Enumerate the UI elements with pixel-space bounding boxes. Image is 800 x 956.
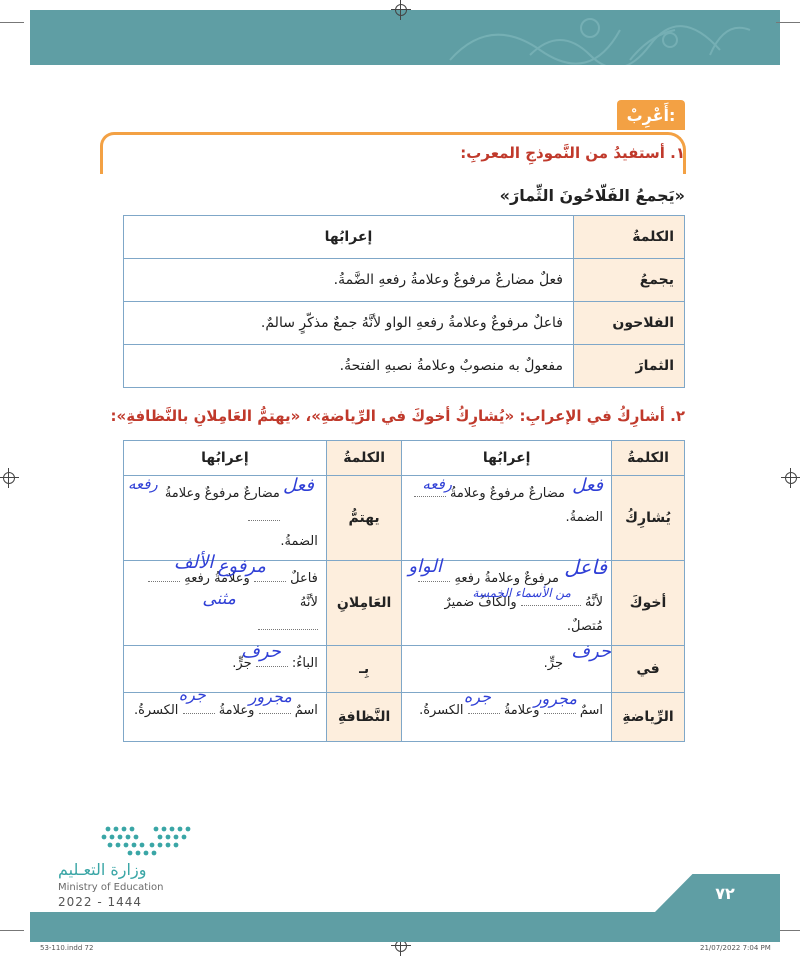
- answer-cell: [124, 476, 327, 561]
- printed-text: الكسرةُ.: [419, 703, 464, 718]
- printed-text: الكسرةُ.: [133, 703, 179, 718]
- print-file-name: 53-110.indd 72: [40, 944, 94, 952]
- table-row: [124, 476, 685, 561]
- printed-text: وعلامةُ رفعهِ: [184, 571, 250, 586]
- crop-mark: [0, 930, 24, 931]
- word-cell: يجمعُ: [574, 259, 685, 302]
- model-sentence: «يَجمعُ الفَلّاحُونَ الثِّمارَ»: [499, 186, 685, 205]
- printed-text: مضارعٌ مرفوعٌ وعلامةُ: [164, 486, 280, 501]
- footer-band: [30, 912, 780, 942]
- blank-line: [248, 508, 280, 521]
- ministry-name-arabic: وزارة التعـليم: [58, 860, 147, 879]
- handwritten-answer: الواو: [408, 556, 442, 577]
- registration-mark-icon: [785, 472, 797, 484]
- answer-cell: [124, 641, 327, 693]
- header-word-left: الكلمةُ: [326, 441, 401, 476]
- printed-text: فاعلٌ: [290, 571, 318, 586]
- page-number: ٧٢: [715, 884, 735, 903]
- word-cell: يهتمُّ: [326, 476, 401, 561]
- table-header-row: [124, 441, 685, 476]
- word-cell: الفلاحون: [574, 302, 685, 345]
- word-cell: في: [612, 646, 685, 693]
- handwritten-answer: فعل: [282, 475, 314, 496]
- header-analysis-right: إعرابُها: [402, 441, 612, 476]
- printed-text: مضارعٌ مرفوعٌ وعلامةُ: [449, 486, 565, 501]
- handwritten-answer: رفعه: [422, 475, 453, 493]
- ministry-year: 2022 - 1444: [58, 895, 143, 909]
- handwritten-answer: مجرور: [533, 689, 577, 708]
- printed-text: وعلامةُ: [503, 703, 540, 718]
- header-analysis-left: إعرابُها: [124, 441, 327, 476]
- ministry-logo-icon: [100, 823, 195, 859]
- printed-text: والكافُ ضميرٌ مُتصلٌ.: [444, 595, 603, 634]
- word-cell: بِـ: [326, 646, 401, 693]
- printed-text: جرٍّ.: [543, 656, 563, 671]
- handwritten-answer: جره: [463, 687, 491, 706]
- table-header-row: [124, 216, 685, 259]
- print-timestamp: 21/07/2022 7:04 PM: [700, 944, 771, 952]
- answer-cell: [402, 476, 612, 561]
- answer-cell: [402, 641, 612, 693]
- exercise-parsing-table: [123, 440, 685, 742]
- analysis-cell: مفعولٌ به منصوبٌ وعلامةُ نصبهِ الفتحةُ.: [124, 345, 574, 388]
- header-word-right: الكلمةُ: [612, 441, 685, 476]
- table-row: [124, 561, 685, 646]
- printed-text: الباءُ:: [291, 656, 318, 671]
- section-badge: أَعْرِبْ:: [617, 100, 685, 130]
- analysis-cell: فعلٌ مضارعٌ مرفوعٌ وعلامةُ رفعهِ الضَّمةُ.: [124, 259, 574, 302]
- word-cell: النَّظافةِ: [326, 693, 401, 742]
- question-2-heading: ٢. أشارِكُ في الإعرابِ: «يُشارِكُ أخوكَ في الرِّياضةِ»، «يهتمُّ العَامِلانِ بالنَّظافةِ»:: [110, 407, 685, 425]
- word-cell: الرِّياضةِ: [612, 693, 685, 742]
- handwritten-answer: جره: [178, 685, 206, 704]
- handwritten-answer: من الأسماء الخمسة: [472, 586, 571, 600]
- blank-line: [258, 617, 318, 630]
- handwritten-answer: رفعه: [128, 475, 158, 493]
- handwritten-answer: حرف: [241, 641, 281, 662]
- printed-text: وعلامةُ: [218, 703, 255, 718]
- header-word: الكلمةُ: [574, 216, 685, 259]
- ministry-name-english: Ministry of Education: [58, 882, 164, 893]
- printed-text: لأنَّهُ: [584, 595, 603, 610]
- handwritten-answer: مجرور: [248, 687, 292, 706]
- handwritten-answer: مثنى: [202, 589, 236, 609]
- printed-text: لأنَّهُ: [299, 595, 318, 610]
- table-row: [124, 646, 685, 693]
- handwritten-answer: فعل: [572, 475, 603, 496]
- crop-mark: [776, 22, 800, 23]
- question-1-heading: ١. أستفيدُ من النَّموذجِ المعربِ:: [460, 144, 685, 162]
- printed-text: اسمٌ: [579, 703, 603, 718]
- crop-mark: [0, 22, 24, 23]
- table-row: [124, 302, 685, 345]
- table-row: [124, 693, 685, 742]
- printed-text: الضمةُ.: [565, 510, 603, 525]
- analysis-cell: فاعلٌ مرفوعٌ وعلامةُ رفعهِ الواو لأنَّهُ جمعٌ مذكّرٍ سالمٌ.: [124, 302, 574, 345]
- header-analysis: إعرابُها: [124, 216, 574, 259]
- word-cell: العَامِلانِ: [326, 561, 401, 646]
- answer-cell: [124, 552, 327, 646]
- word-cell: يُشارِكُ: [612, 476, 685, 561]
- handwritten-answer: فاعل: [564, 555, 607, 579]
- header-calligraphy-decoration: [30, 10, 780, 65]
- printed-text: مرفوعٌ وعلامةُ رفعهِ: [454, 571, 559, 586]
- handwritten-answer: مرفوع: [217, 556, 266, 577]
- answer-cell: [124, 685, 327, 742]
- printed-text: الضمةُ.: [280, 534, 318, 549]
- word-cell: الثمارَ: [574, 345, 685, 388]
- printed-text: اسمٌ: [294, 703, 318, 718]
- model-parsing-table: [123, 215, 685, 388]
- handwritten-answer: الألف: [174, 552, 214, 573]
- registration-mark-icon: [395, 4, 407, 16]
- registration-mark-icon: [3, 472, 15, 484]
- answer-cell: [402, 555, 612, 646]
- printed-text: جرٍّ.: [232, 656, 252, 671]
- word-cell: أخوكَ: [612, 561, 685, 646]
- table-row: [124, 345, 685, 388]
- handwritten-answer: حرف: [571, 641, 611, 662]
- table-row: [124, 259, 685, 302]
- answer-cell: [402, 687, 612, 742]
